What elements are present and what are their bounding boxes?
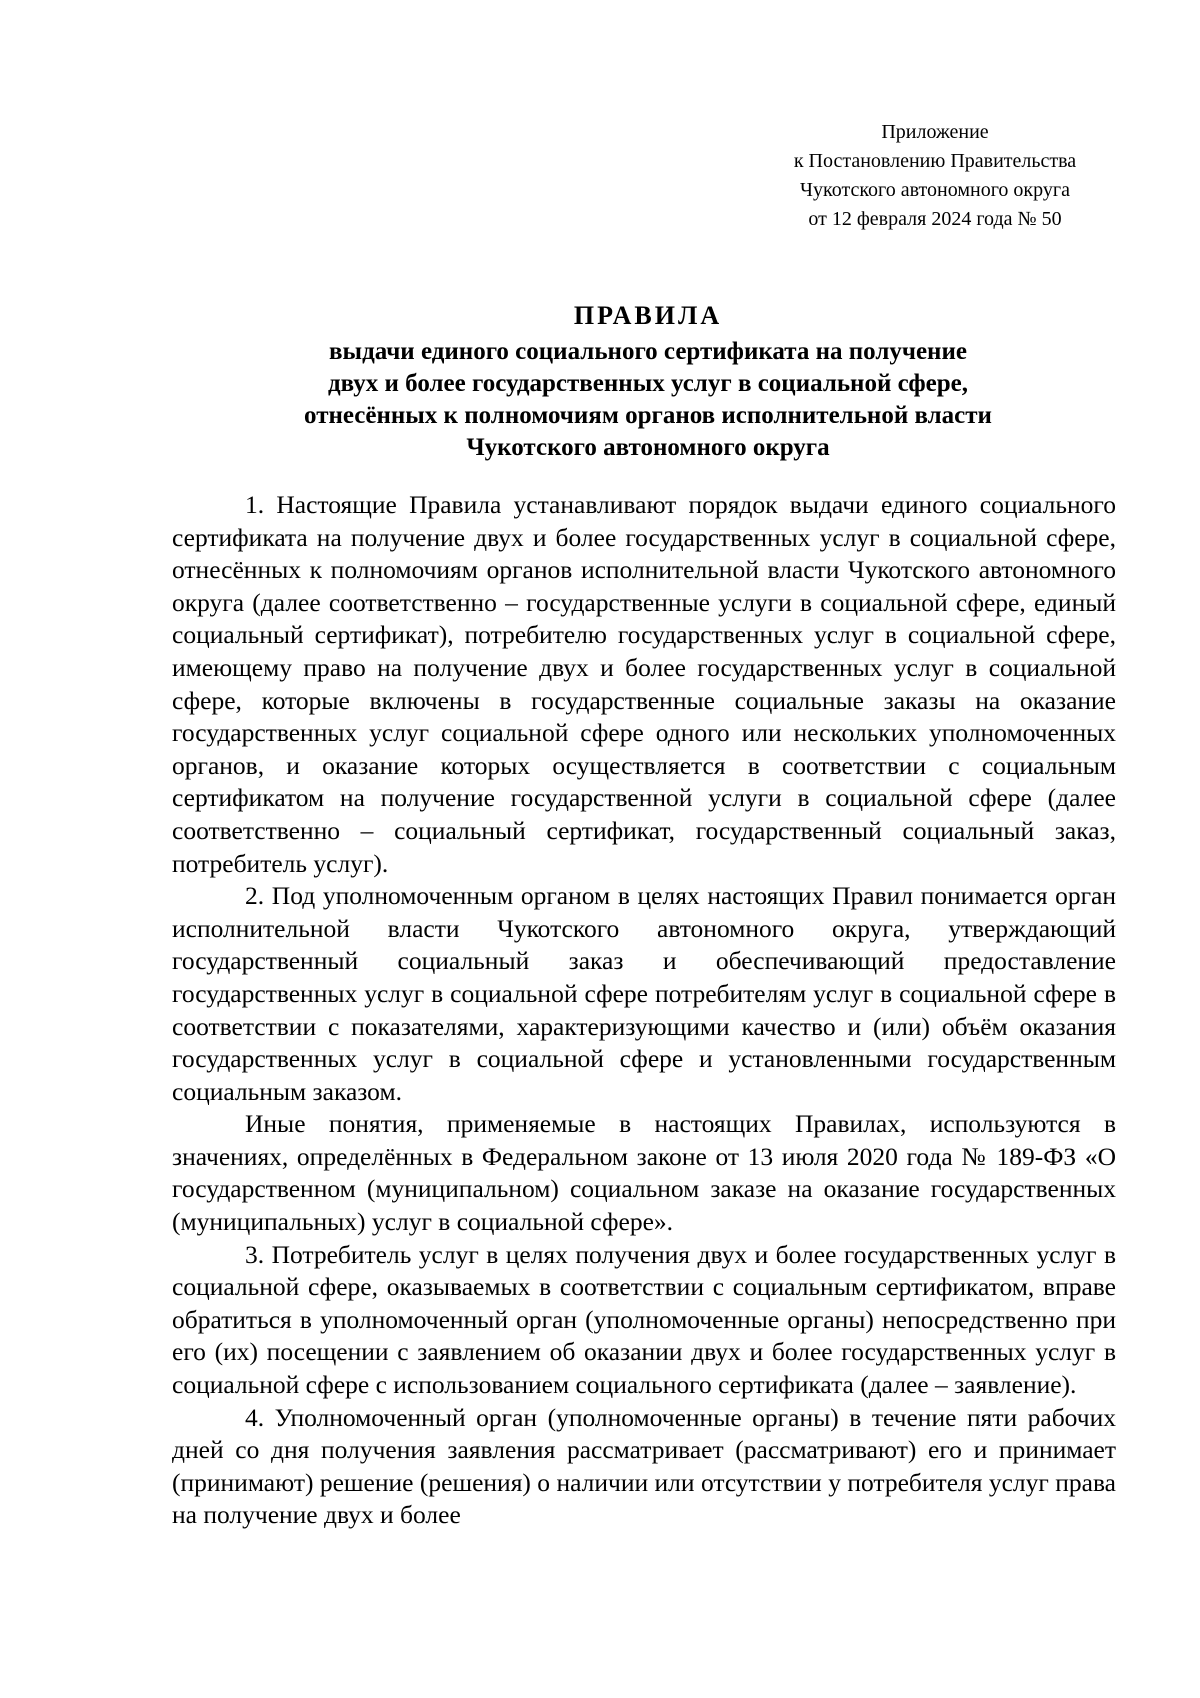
title-subtitle-line: двух и более государственных услуг в социальной сфере, — [327, 370, 969, 397]
title-subtitle-line: Чукотского автономного округа — [466, 434, 830, 461]
paragraph-4: 4. Уполномоченный орган (уполномоченные органы) в течение пяти рабочих дней со дня получения заявления рассматривает (рассматривают) его и принимает (принимают) решение (решения) о наличии или отсутствии у потребителя услуг права на получение двух и более — [172, 1402, 1116, 1530]
document-body — [172, 489, 1116, 1532]
appendix-line: к Постановлению Правительства — [793, 150, 1077, 172]
paragraph-2: 2. Под уполномоченным органом в целях настоящих Правил понимается орган исполнительной власти Чукотского автономного округа, утверждающий государственный социальный заказ и обеспечивающий предоставление государственных услуг в социальной сфере потребителям услуг в социальной сфере в соответствии с показателями, характеризующими качество и (или) объём оказания государственных услуг в социальной сфере и установленными государственным социальным заказом. — [172, 881, 1116, 1106]
appendix-line: Чукотского автономного округа — [800, 179, 1070, 201]
appendix-header — [750, 118, 1120, 234]
title-subtitle-line: отнесённых к полномочиям органов исполнительной власти — [304, 402, 992, 429]
appendix-line: Приложение — [881, 121, 989, 143]
title-subtitle-line: выдачи единого социального сертификата на получение — [329, 338, 967, 365]
paragraph-3: 3. Потребитель услуг в целях получения двух и более государственных услуг в социальной сфере, оказываемых в соответствии с социальным сертификатом, вправе обратиться в уполномоченный орган (уполномоченные органы) непосредственно при его (их) посещении с заявлением об оказании двух и более государственных услуг в социальной сфере с использованием социального сертификата (далее – заявление). — [172, 1239, 1116, 1400]
appendix-line: от 12 февраля 2024 года № 50 — [808, 208, 1062, 230]
paragraph-1: 1. Настоящие Правила устанавливают порядок выдачи единого социального сертификата на получение двух и более государственных услуг в социальной сфере, отнесённых к полномочиям органов исполнительной власти Чукотского автономного округа (далее соответственно – государственные услуги в социальной сфере, единый социальный сертификат), потребителю государственных услуг в социальной сфере, имеющему право на получение двух и более государственных услуг в социальной сфере, которые включены в государственные социальные заказы на оказание государственных услуг социальной сфере одного или нескольких уполномоченных органов, и оказание которых осуществляется в соответствии с социальным сертификатом на получение государственной услуги в социальной сфере (далее соответственно – социальный сертификат, государственный социальный заказ, потребитель услуг). — [172, 490, 1116, 878]
title-main: ПРАВИЛА — [573, 301, 723, 330]
paragraph-definitions: Иные понятия, применяемые в настоящих Правилах, используются в значениях, определённых в Федеральном законе от 13 июля 2020 года № 189-ФЗ «О государственном (муниципальном) социальном заказе на оказание государственных (муниципальных) услуг в социальной сфере». — [172, 1109, 1116, 1237]
document-title — [170, 300, 1126, 464]
